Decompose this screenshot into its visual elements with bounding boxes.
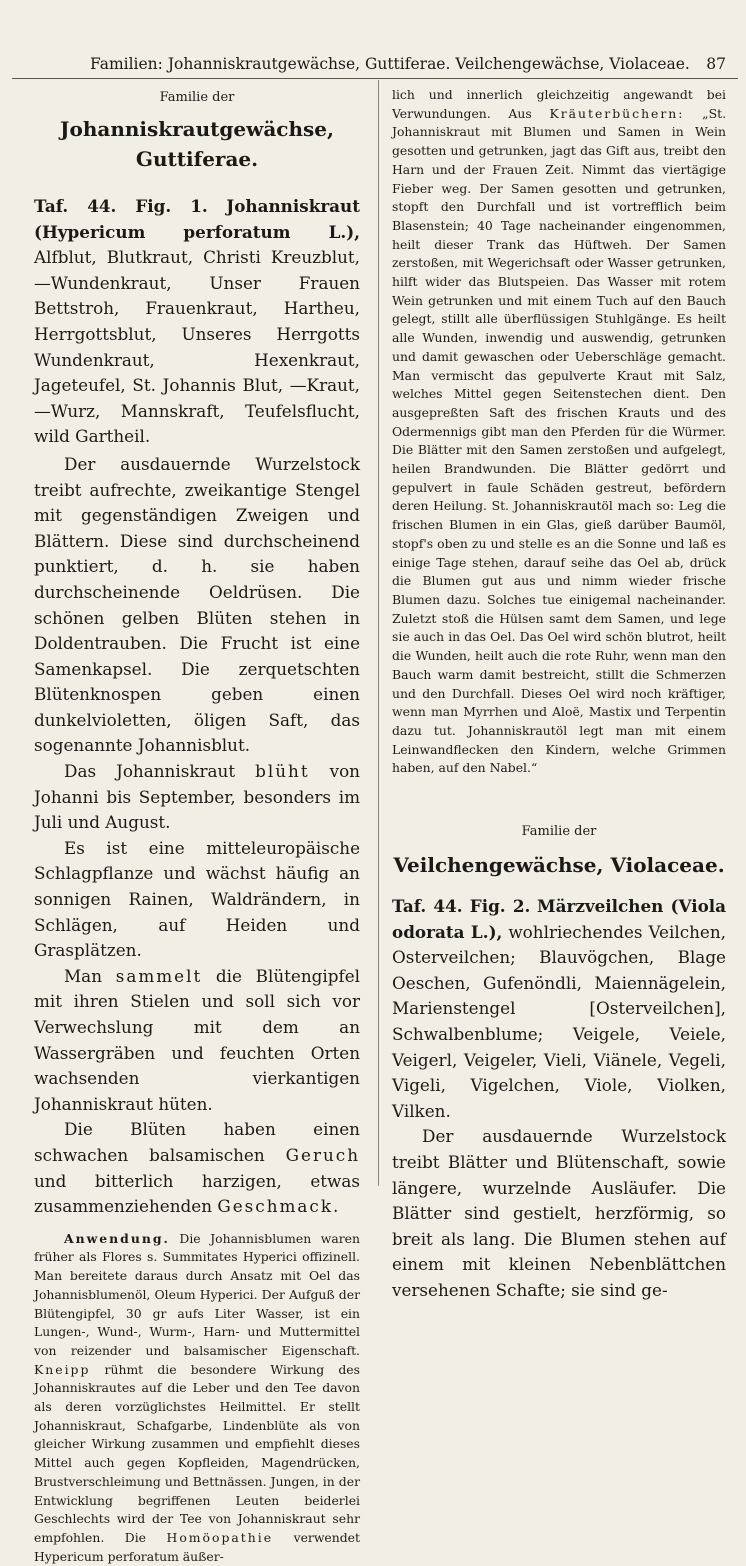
emphasis-geruch: Geruch [285, 1144, 360, 1165]
usage-paragraph [34, 1230, 360, 1566]
text-run: von Johanni bis September, besonders im Juli und August. [34, 761, 360, 833]
family-label: Familie der [521, 824, 597, 840]
emphasis-sammelt: sammelt [115, 965, 203, 986]
habitat-paragraph: Es ist eine mitteleuropäische Schlagpflanze und wächst häufig an sonnigen Rainen, Waldrändern, in Schlägen, auf Heiden und Grasplätzen. [34, 837, 360, 961]
text-run: und bitterlich harzigen, etwas zusammenziehenden [34, 1170, 360, 1217]
text-run: Die Johannisblumen waren früher als Flores s. Summitates Hyperici offizinell. Man bereitete daraus durch Ansatz mit Oel das Johannisblumenöl, Oleum Hyperici. Der Aufguß der Blütengipfel, 30 gr aufs Liter Wasser, ist ein Lungen-, Wund-, Wurm-, Harn- und Muttermittel von reizender und balsamischer Eigenschaft. [34, 1230, 360, 1358]
herbal-quote-paragraph [392, 86, 726, 778]
running-title: Familien: Johanniskrautgewächse, Guttiferae. Veilchengewächse, Violaceae. [90, 55, 690, 73]
emphasis-geschmack: Geschmack [217, 1196, 333, 1217]
common-names: wohlriechendes Veilchen, Osterveilchen; Blauvögchen, Blage Oeschen, Gufenöndli, Maiennägelein, Marienstengel [Osterveilchen], Schwalbenblume; Veigele, Veiele, Veigerl, Veigeler, Vieli, Viänele, Vegeli, Vigeli, Vigelchen, Viole, Violken, Vilken. [392, 921, 726, 1121]
header-rule [12, 78, 738, 79]
text-run: Die Blüten haben einen schwachen balsamischen [34, 1119, 360, 1165]
plant-name: Märzveilchen (Viola odorata L.), [392, 896, 727, 942]
entry-heading [34, 194, 360, 450]
common-names: Alfblut, Blutkraut, Christi Kreuzblut, —Wundenkraut, Unser Frauen Bettstroh, Frauenkraut, Hartheu, Herrgottsblut, Unseres Herrgotts Wundenkraut, Hexenkraut, Jageteufel, St. Johannis Blut, —Kraut, —Wurz, Mannskraft, Teufelsflucht, wild Gartheil. [34, 247, 360, 447]
left-column [34, 86, 360, 1566]
collection-paragraph [34, 964, 360, 1118]
family-title: Veilchengewächse, Violaceae. [393, 853, 725, 878]
smell-taste-paragraph [34, 1117, 360, 1219]
plate-reference: Taf. 44. Fig. 2. [392, 896, 531, 917]
description-paragraph: Der ausdauernde Wurzelstock treibt Blätter und Blütenschaft, sowie längere, wurzelnde Ausläufer. Die Blätter sind gestielt, herzförmig, so breit als lang. Die Blumen stehen auf einem mit kleinen Nebenblättchen versehenen Schafte; sie sind ge- [392, 1126, 726, 1300]
emphasis-blueht: blüht [255, 761, 310, 782]
family-label: Familie der [159, 90, 235, 105]
emphasis-kraeuterbuechern: Kräuterbüchern: [549, 105, 685, 121]
text-run: die Blütengipfel mit ihren Stielen und soll sich vor Verwechslung mit dem an Wassergräben und feuchten Orten wachsenden vierkantigen Johanniskraut hüten. [34, 965, 360, 1114]
page-number: 87 [706, 55, 726, 73]
usage-label: Anwendung. [64, 1230, 170, 1246]
text-run: Man [64, 965, 116, 986]
text-run: lich und innerlich gleichzeitig angewandt bei Verwundungen. Aus [392, 87, 726, 121]
plant-name: Johanniskraut (Hypericum perforatum L.), [34, 196, 360, 242]
text-run: . [332, 1196, 339, 1217]
bloom-paragraph [34, 759, 360, 836]
text-run: Das Johanniskraut [64, 761, 256, 782]
text-run: verwendet Hypericum perforatum äußer- [34, 1530, 360, 1564]
page-header [30, 52, 726, 76]
description-paragraph: Der ausdauernde Wurzelstock treibt aufrechte, zweikantige Stengel mit gegenständigen Zweigen und Blättern. Diese sind durchscheinend punktiert, d. h. sie haben durchscheinende Oeldrüsen. Die schönen gelben Blüten stehen in Doldentrauben. Die Frucht ist eine Samenkapsel. Die zerquetschten Blütenknospen geben einen dunkelvioletten, öligen Saft, das sogenannte Johannisblut. [34, 453, 360, 756]
plate-reference: Taf. 44. Fig. 1. [34, 196, 208, 216]
right-column [392, 86, 726, 1304]
emphasis-homoeopathie: Homöopathie [166, 1530, 274, 1545]
emphasis-kneipp: Kneipp [34, 1361, 91, 1377]
family-title: Johanniskrautgewächse, Guttiferae. [60, 117, 334, 171]
entry-heading [392, 894, 726, 1124]
column-divider [378, 80, 379, 1186]
text-run: „St. Johanniskraut mit Blumen und Samen in Wein gesotten und getrunken, jagt das Gift aus, treibt den Harn und der Frauen Zeit. Nimmt das viertägige Fieber weg. Der Samen gesotten und getrunken, stopft den Durchfall und ist vortrefflich beim Blasenstein; 40 Tage nacheinander eingenommen, heilt dieser Trank das Hüftweh. Der Samen zerstoßen, mit Wegerichsaft oder Wasser getrunken, hilft wider das Blutspeien. Das Wasser mit rotem Wein getrunken und mit einem Tuch auf den Bauch gelegt, stillt alle überflüssigen Stuhlgänge. Es heilt alle Wunden, inwendig und auswendig, getrunken und damit gewaschen oder Ueberschläge gemacht. Man vermischt das gepulverte Kraut mit Salz, welches Mittel gegen Seitenstechen dient. Den ausgepreßten Saft des frischen Krauts und des Odermennigs gibt man den Pferden für die Würmer. Die Blätter mit den Samen zerstoßen und aufgelegt, heilen Brandwunden. Die Blätter gedörrt und gepulvert in faule Schäden gestreut, befördern deren Heilung. St. Johanniskrautöl mach so: Leg die frischen Blumen in ein Glas, gieß darüber Baumöl, stopf's oben zu und stelle es an die Sonne und laß es einige Tage stehen, darauf seihe das Oel ab, drück die Blumen gut aus und nimm wieder frische Blumen dazu. Solches tue einigemal nacheinander. Zuletzt stoß die Hülsen samt dem Samen, und lege sie auch in das Oel. Das Oel wird schön blutrot, heilt die Wunden, heilt auch die rote Ruhr, wenn man den Bauch warm damit bestreicht, stillt die Schmerzen und den Durchfall. Dieses Oel wird noch kräftiger, wenn man Myrrhen und Aloë, Mastix und Terpentin dazu tut. Johanniskrautöl legt man mit einem Leinwandflecken den Kindern, welche Grimmen haben, auf den Nabel.“ [392, 105, 727, 776]
text-run: rühmt die besondere Wirkung des Johanniskrautes auf die Leber und den Tee davon als deren vorzüglichstes Heilmittel. Er stellt Johanniskraut, Schafgarbe, Lindenblüte als von gleicher Wirkung zusammen und empfiehlt dieses Mittel auch gegen Kopfleiden, Magendrücken, Brustverschleimung und Bettnässen. Jungen, in der Entwicklung begriffenen Leuten beiderlei Geschlechts wird der Tee von Johanniskraut sehr empfohlen. Die [34, 1361, 360, 1545]
